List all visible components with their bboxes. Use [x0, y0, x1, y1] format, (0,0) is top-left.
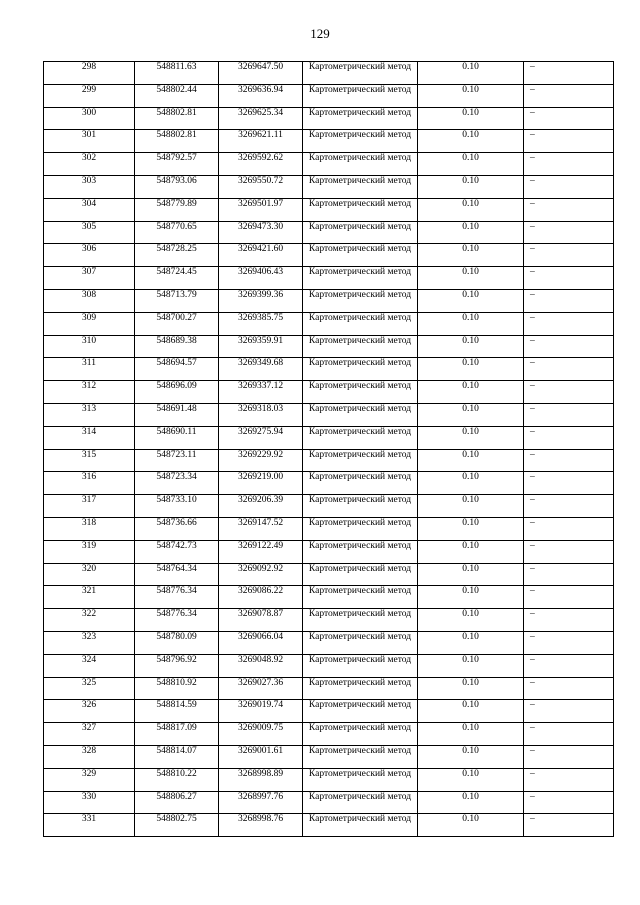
y-coordinate-cell: 3269275.94	[219, 426, 303, 449]
y-coordinate-cell: 3268998.76	[219, 814, 303, 837]
x-coordinate-cell: 548779.89	[135, 198, 219, 221]
x-coordinate-cell: 548694.57	[135, 358, 219, 381]
accuracy-cell: 0.10	[418, 768, 524, 791]
accuracy-cell: 0.10	[418, 153, 524, 176]
table-row	[44, 449, 614, 472]
y-coordinate-cell: 3269066.04	[219, 631, 303, 654]
accuracy-cell: 0.10	[418, 677, 524, 700]
note-cell: –	[524, 654, 614, 677]
accuracy-cell: 0.10	[418, 609, 524, 632]
accuracy-cell: 0.10	[418, 84, 524, 107]
point-number-cell: 327	[44, 723, 135, 746]
point-number-cell: 320	[44, 563, 135, 586]
accuracy-cell: 0.10	[418, 540, 524, 563]
note-cell: –	[524, 472, 614, 495]
method-cell: Картометрический метод	[303, 586, 418, 609]
y-coordinate-cell: 3269147.52	[219, 517, 303, 540]
accuracy-cell: 0.10	[418, 586, 524, 609]
point-number-cell: 302	[44, 153, 135, 176]
accuracy-cell: 0.10	[418, 426, 524, 449]
method-cell: Картометрический метод	[303, 153, 418, 176]
accuracy-cell: 0.10	[418, 244, 524, 267]
note-cell: –	[524, 540, 614, 563]
point-number-cell: 323	[44, 631, 135, 654]
x-coordinate-cell: 548780.09	[135, 631, 219, 654]
x-coordinate-cell: 548770.65	[135, 221, 219, 244]
method-cell: Картометрический метод	[303, 677, 418, 700]
y-coordinate-cell: 3269048.92	[219, 654, 303, 677]
table-row	[44, 563, 614, 586]
x-coordinate-cell: 548723.34	[135, 472, 219, 495]
note-cell: –	[524, 449, 614, 472]
x-coordinate-cell: 548700.27	[135, 312, 219, 335]
point-number-cell: 300	[44, 107, 135, 130]
table-row	[44, 723, 614, 746]
y-coordinate-cell: 3269092.92	[219, 563, 303, 586]
y-coordinate-cell: 3269078.87	[219, 609, 303, 632]
y-coordinate-cell: 3269318.03	[219, 403, 303, 426]
x-coordinate-cell: 548764.34	[135, 563, 219, 586]
method-cell: Картометрический метод	[303, 267, 418, 290]
point-number-cell: 306	[44, 244, 135, 267]
y-coordinate-cell: 3269592.62	[219, 153, 303, 176]
method-cell: Картометрический метод	[303, 723, 418, 746]
method-cell: Картометрический метод	[303, 791, 418, 814]
table-row	[44, 495, 614, 518]
x-coordinate-cell: 548817.09	[135, 723, 219, 746]
table-row	[44, 289, 614, 312]
accuracy-cell: 0.10	[418, 403, 524, 426]
note-cell: –	[524, 221, 614, 244]
method-cell: Картометрический метод	[303, 495, 418, 518]
method-cell: Картометрический метод	[303, 768, 418, 791]
point-number-cell: 330	[44, 791, 135, 814]
y-coordinate-cell: 3269009.75	[219, 723, 303, 746]
y-coordinate-cell: 3269621.11	[219, 130, 303, 153]
method-cell: Картометрический метод	[303, 130, 418, 153]
method-cell: Картометрический метод	[303, 700, 418, 723]
y-coordinate-cell: 3269027.36	[219, 677, 303, 700]
table-row	[44, 381, 614, 404]
point-number-cell: 304	[44, 198, 135, 221]
note-cell: –	[524, 495, 614, 518]
point-number-cell: 322	[44, 609, 135, 632]
y-coordinate-cell: 3269550.72	[219, 175, 303, 198]
y-coordinate-cell: 3269349.68	[219, 358, 303, 381]
note-cell: –	[524, 130, 614, 153]
method-cell: Картометрический метод	[303, 289, 418, 312]
table-row	[44, 107, 614, 130]
table-row	[44, 62, 614, 85]
accuracy-cell: 0.10	[418, 745, 524, 768]
x-coordinate-cell: 548810.92	[135, 677, 219, 700]
note-cell: –	[524, 403, 614, 426]
accuracy-cell: 0.10	[418, 449, 524, 472]
table-row	[44, 700, 614, 723]
x-coordinate-cell: 548690.11	[135, 426, 219, 449]
note-cell: –	[524, 723, 614, 746]
accuracy-cell: 0.10	[418, 335, 524, 358]
note-cell: –	[524, 631, 614, 654]
point-number-cell: 319	[44, 540, 135, 563]
table-row	[44, 153, 614, 176]
table-row	[44, 654, 614, 677]
point-number-cell: 318	[44, 517, 135, 540]
method-cell: Картометрический метод	[303, 358, 418, 381]
method-cell: Картометрический метод	[303, 540, 418, 563]
point-number-cell: 308	[44, 289, 135, 312]
table-row	[44, 472, 614, 495]
x-coordinate-cell: 548802.44	[135, 84, 219, 107]
x-coordinate-cell: 548802.75	[135, 814, 219, 837]
point-number-cell: 314	[44, 426, 135, 449]
table-row	[44, 745, 614, 768]
point-number-cell: 299	[44, 84, 135, 107]
point-number-cell: 321	[44, 586, 135, 609]
note-cell: –	[524, 563, 614, 586]
x-coordinate-cell: 548802.81	[135, 130, 219, 153]
method-cell: Картометрический метод	[303, 335, 418, 358]
x-coordinate-cell: 548814.59	[135, 700, 219, 723]
point-number-cell: 311	[44, 358, 135, 381]
accuracy-cell: 0.10	[418, 289, 524, 312]
method-cell: Картометрический метод	[303, 381, 418, 404]
table-row	[44, 175, 614, 198]
y-coordinate-cell: 3269359.91	[219, 335, 303, 358]
x-coordinate-cell: 548776.34	[135, 586, 219, 609]
method-cell: Картометрический метод	[303, 517, 418, 540]
table-row	[44, 586, 614, 609]
x-coordinate-cell: 548814.07	[135, 745, 219, 768]
note-cell: –	[524, 198, 614, 221]
x-coordinate-cell: 548696.09	[135, 381, 219, 404]
point-number-cell: 316	[44, 472, 135, 495]
point-number-cell: 301	[44, 130, 135, 153]
accuracy-cell: 0.10	[418, 267, 524, 290]
method-cell: Картометрический метод	[303, 426, 418, 449]
point-number-cell: 317	[44, 495, 135, 518]
y-coordinate-cell: 3269019.74	[219, 700, 303, 723]
table-row	[44, 130, 614, 153]
method-cell: Картометрический метод	[303, 403, 418, 426]
x-coordinate-cell: 548792.57	[135, 153, 219, 176]
note-cell: –	[524, 609, 614, 632]
accuracy-cell: 0.10	[418, 700, 524, 723]
x-coordinate-cell: 548724.45	[135, 267, 219, 290]
note-cell: –	[524, 791, 614, 814]
note-cell: –	[524, 381, 614, 404]
method-cell: Картометрический метод	[303, 472, 418, 495]
y-coordinate-cell: 3269647.50	[219, 62, 303, 85]
y-coordinate-cell: 3269501.97	[219, 198, 303, 221]
method-cell: Картометрический метод	[303, 814, 418, 837]
table-row	[44, 335, 614, 358]
accuracy-cell: 0.10	[418, 221, 524, 244]
point-number-cell: 329	[44, 768, 135, 791]
method-cell: Картометрический метод	[303, 449, 418, 472]
y-coordinate-cell: 3269625.34	[219, 107, 303, 130]
x-coordinate-cell: 548728.25	[135, 244, 219, 267]
method-cell: Картометрический метод	[303, 563, 418, 586]
table-row	[44, 426, 614, 449]
note-cell: –	[524, 677, 614, 700]
note-cell: –	[524, 62, 614, 85]
note-cell: –	[524, 175, 614, 198]
accuracy-cell: 0.10	[418, 654, 524, 677]
accuracy-cell: 0.10	[418, 814, 524, 837]
y-coordinate-cell: 3268997.76	[219, 791, 303, 814]
x-coordinate-cell: 548736.66	[135, 517, 219, 540]
x-coordinate-cell: 548811.63	[135, 62, 219, 85]
accuracy-cell: 0.10	[418, 130, 524, 153]
accuracy-cell: 0.10	[418, 381, 524, 404]
x-coordinate-cell: 548689.38	[135, 335, 219, 358]
point-number-cell: 315	[44, 449, 135, 472]
x-coordinate-cell: 548793.06	[135, 175, 219, 198]
note-cell: –	[524, 768, 614, 791]
x-coordinate-cell: 548723.11	[135, 449, 219, 472]
table-row	[44, 267, 614, 290]
y-coordinate-cell: 3269001.61	[219, 745, 303, 768]
page-number: 129	[310, 26, 330, 41]
x-coordinate-cell: 548802.81	[135, 107, 219, 130]
point-number-cell: 325	[44, 677, 135, 700]
note-cell: –	[524, 814, 614, 837]
accuracy-cell: 0.10	[418, 312, 524, 335]
point-number-cell: 298	[44, 62, 135, 85]
y-coordinate-cell: 3269122.49	[219, 540, 303, 563]
accuracy-cell: 0.10	[418, 62, 524, 85]
y-coordinate-cell: 3269421.60	[219, 244, 303, 267]
accuracy-cell: 0.10	[418, 563, 524, 586]
table-row	[44, 631, 614, 654]
accuracy-cell: 0.10	[418, 198, 524, 221]
y-coordinate-cell: 3269636.94	[219, 84, 303, 107]
table-row	[44, 677, 614, 700]
y-coordinate-cell: 3269399.36	[219, 289, 303, 312]
point-number-cell: 326	[44, 700, 135, 723]
table-row	[44, 791, 614, 814]
method-cell: Картометрический метод	[303, 107, 418, 130]
y-coordinate-cell: 3269219.00	[219, 472, 303, 495]
table-row	[44, 814, 614, 837]
y-coordinate-cell: 3269206.39	[219, 495, 303, 518]
accuracy-cell: 0.10	[418, 358, 524, 381]
table-row	[44, 198, 614, 221]
accuracy-cell: 0.10	[418, 517, 524, 540]
note-cell: –	[524, 267, 614, 290]
note-cell: –	[524, 289, 614, 312]
method-cell: Картометрический метод	[303, 654, 418, 677]
table-row	[44, 540, 614, 563]
y-coordinate-cell: 3269385.75	[219, 312, 303, 335]
table-row	[44, 312, 614, 335]
table-row	[44, 403, 614, 426]
note-cell: –	[524, 426, 614, 449]
note-cell: –	[524, 517, 614, 540]
point-number-cell: 303	[44, 175, 135, 198]
method-cell: Картометрический метод	[303, 244, 418, 267]
point-number-cell: 312	[44, 381, 135, 404]
method-cell: Картометрический метод	[303, 62, 418, 85]
method-cell: Картометрический метод	[303, 84, 418, 107]
x-coordinate-cell: 548691.48	[135, 403, 219, 426]
point-number-cell: 328	[44, 745, 135, 768]
x-coordinate-cell: 548742.73	[135, 540, 219, 563]
accuracy-cell: 0.10	[418, 495, 524, 518]
x-coordinate-cell: 548806.27	[135, 791, 219, 814]
method-cell: Картометрический метод	[303, 745, 418, 768]
note-cell: –	[524, 335, 614, 358]
note-cell: –	[524, 358, 614, 381]
accuracy-cell: 0.10	[418, 175, 524, 198]
note-cell: –	[524, 586, 614, 609]
method-cell: Картометрический метод	[303, 631, 418, 654]
point-number-cell: 309	[44, 312, 135, 335]
y-coordinate-cell: 3268998.89	[219, 768, 303, 791]
point-number-cell: 307	[44, 267, 135, 290]
method-cell: Картометрический метод	[303, 221, 418, 244]
y-coordinate-cell: 3269406.43	[219, 267, 303, 290]
accuracy-cell: 0.10	[418, 631, 524, 654]
note-cell: –	[524, 244, 614, 267]
method-cell: Картометрический метод	[303, 175, 418, 198]
accuracy-cell: 0.10	[418, 107, 524, 130]
note-cell: –	[524, 700, 614, 723]
table-row	[44, 84, 614, 107]
x-coordinate-cell: 548713.79	[135, 289, 219, 312]
x-coordinate-cell: 548796.92	[135, 654, 219, 677]
x-coordinate-cell: 548776.34	[135, 609, 219, 632]
method-cell: Картометрический метод	[303, 312, 418, 335]
accuracy-cell: 0.10	[418, 472, 524, 495]
y-coordinate-cell: 3269337.12	[219, 381, 303, 404]
method-cell: Картометрический метод	[303, 198, 418, 221]
x-coordinate-cell: 548733.10	[135, 495, 219, 518]
note-cell: –	[524, 107, 614, 130]
x-coordinate-cell: 548810.22	[135, 768, 219, 791]
note-cell: –	[524, 153, 614, 176]
note-cell: –	[524, 312, 614, 335]
y-coordinate-cell: 3269229.92	[219, 449, 303, 472]
point-number-cell: 310	[44, 335, 135, 358]
accuracy-cell: 0.10	[418, 791, 524, 814]
method-cell: Картометрический метод	[303, 609, 418, 632]
y-coordinate-cell: 3269086.22	[219, 586, 303, 609]
point-number-cell: 324	[44, 654, 135, 677]
coordinates-table	[43, 61, 614, 837]
table-row	[44, 358, 614, 381]
table-row	[44, 768, 614, 791]
point-number-cell: 313	[44, 403, 135, 426]
note-cell: –	[524, 745, 614, 768]
note-cell: –	[524, 84, 614, 107]
y-coordinate-cell: 3269473.30	[219, 221, 303, 244]
accuracy-cell: 0.10	[418, 723, 524, 746]
point-number-cell: 331	[44, 814, 135, 837]
point-number-cell: 305	[44, 221, 135, 244]
table-row	[44, 221, 614, 244]
table-row	[44, 609, 614, 632]
table-row	[44, 517, 614, 540]
table-row	[44, 244, 614, 267]
